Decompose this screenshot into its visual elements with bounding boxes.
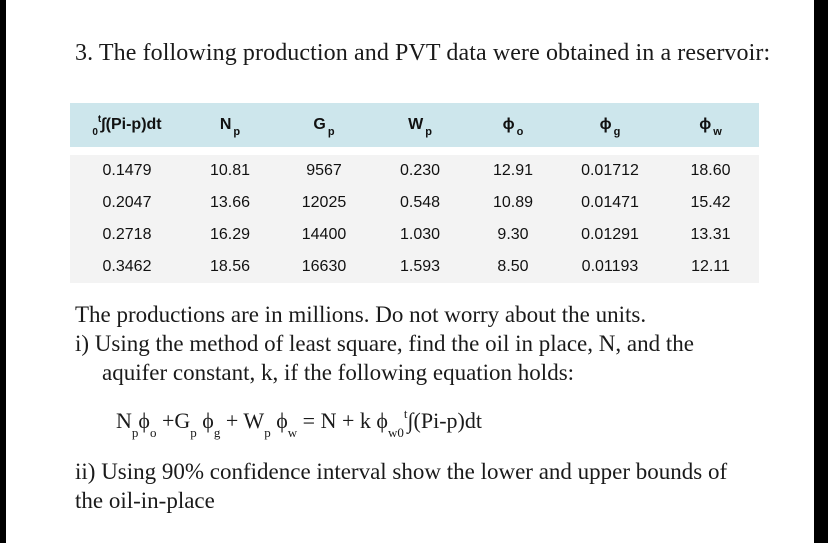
table-cell: 1.593 [399,258,441,275]
part-one-line-two: aquifer constant, k, if the following equation holds: [102,360,575,385]
table-cell: 12.11 [691,258,730,275]
table-cell: 14400 [301,226,347,243]
table-cell: 16.29 [209,226,251,243]
units-note: The productions are in millions. Do not worry about the units. [75,302,647,327]
table-cell: 1.030 [399,226,441,243]
header-wp [372,103,468,147]
table-cell: 0.01193 [581,258,639,275]
header-gp [276,103,372,147]
table-cell: 0.01471 [581,194,639,211]
table-cell: 18.56 [209,258,251,275]
eq-op: + [341,408,355,433]
eq-sub: g [213,425,221,440]
header-np [184,103,276,147]
table-cell: 16630 [301,258,347,275]
material-balance-equation [116,406,482,440]
table-cell: 0.01712 [581,162,639,179]
table-cell: 0.1479 [102,162,152,179]
header-phi-w [662,103,759,147]
pvt-data-table [70,103,759,283]
eq-term: ϕ [202,408,214,433]
eq-op: + [225,408,239,433]
table-cell: 13.66 [209,194,251,211]
header-sub: o [516,126,524,138]
table-cell: 0.01291 [581,226,639,243]
table-cell: 13.31 [690,226,731,243]
table-cell: 0.3462 [102,258,152,275]
header-cumulative-pressure [70,103,184,147]
table-cell: 0.2718 [102,226,152,243]
table-row [70,251,759,283]
eq-term: k [359,408,371,433]
table-row [70,219,759,251]
eq-term: ϕ [376,408,388,433]
table-cell: 15.42 [690,194,731,211]
eq-term: ∫(Pi-p)dt [407,408,482,433]
part-two-line-one: ii) Using 90% confidence interval show the lower and upper bounds of [75,459,728,484]
eq-op: + [161,408,175,433]
problem-text [75,300,795,387]
table-cell: 10.81 [209,162,251,179]
table-cell: 9.30 [497,226,529,243]
eq-term: N [320,408,337,433]
header-pre-sup: t [97,114,102,125]
header-main: G [313,116,326,133]
eq-sub: p [190,425,197,440]
table-cell: 0.548 [399,194,441,211]
eq-sup: t [403,406,408,421]
header-main: ∫(Pi-p)dt [101,116,162,133]
eq-sub: w [287,425,298,440]
table-row [70,187,759,219]
part-two-text [75,457,795,515]
eq-sub: 0 [397,425,404,440]
header-phi-o [468,103,558,147]
left-edge [0,0,6,543]
table-row [70,155,759,187]
table-header-row [70,103,759,147]
eq-term: ϕ [138,408,150,433]
eq-sub: p [264,425,271,440]
header-sub: g [613,126,621,138]
table-cell: 0.230 [399,162,441,179]
eq-sub: o [149,425,157,440]
header-main: ϕ [699,116,712,133]
table-spacer [70,147,759,155]
eq-term: ϕ [276,408,288,433]
header-sub: p [425,126,432,138]
header-main: ϕ [502,116,515,133]
header-phi-g [558,103,662,147]
header-main: N [219,116,232,133]
eq-sub: w [388,425,398,440]
eq-sub: p [131,425,139,440]
header-pre-sub: 0 [92,127,98,138]
header-main: ϕ [599,116,612,133]
table-cell: 9567 [306,162,342,179]
eq-term: W [243,408,265,433]
part-one-line-one: i) Using the method of least square, find the oil in place, N, and the [75,331,694,356]
header-sub: p [233,126,241,138]
header-main: W [408,116,424,133]
eq-op: = [302,408,316,433]
eq-term: N [116,408,132,433]
data-table-wrapper [70,103,759,283]
header-sub: p [327,126,335,138]
table-cell: 10.89 [492,194,534,211]
table-cell: 12.91 [492,162,534,179]
eq-term: G [174,408,191,433]
table-cell: 18.60 [690,162,731,179]
table-cell: 0.2047 [102,194,152,211]
table-cell: 12025 [301,194,347,211]
right-edge [814,0,828,543]
table-cell: 8.50 [497,258,529,275]
header-sub: w [713,126,722,138]
part-two-line-two: the oil-in-place [75,488,215,513]
question-title: 3. The following production and PVT data were obtained in a reservoir: [75,40,771,66]
